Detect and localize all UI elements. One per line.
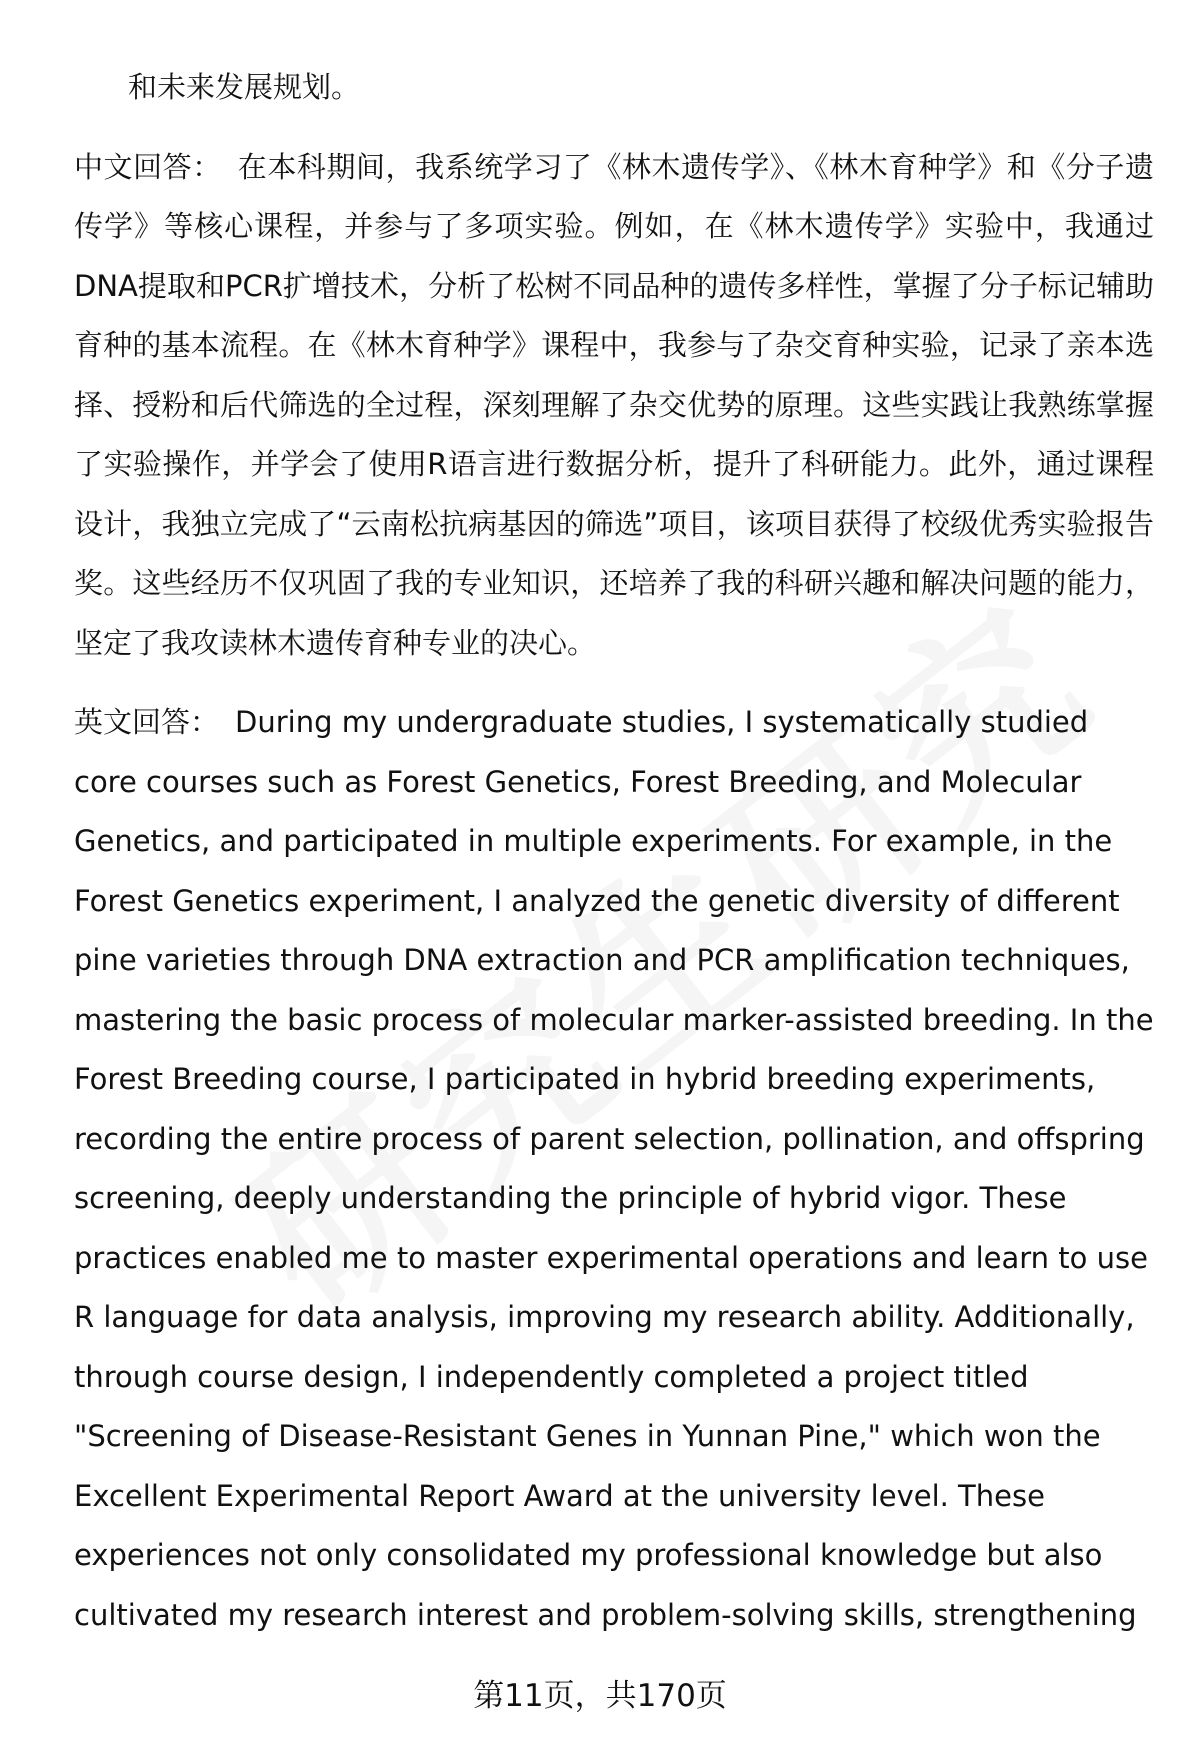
- chinese-answer-paragraph: [74, 138, 1154, 674]
- document-body: [74, 58, 1154, 1645]
- continuation-text: 和未来发展规划。: [128, 70, 361, 104]
- chinese-answer-label: 中文回答：: [74, 149, 222, 184]
- chinese-answer-text: 在本科期间，我系统学习了《林木遗传学》、《林木育种学》和《分子遗传学》等核心课程，并参与了多项实验。例如，在《林木遗传学》实验中，我通过DNA提取和PCR扩增技术，分析了松树不同品种的遗传多样性，掌握了分子标记辅助育种的基本流程。在《林木育种学》课程中，我参与了杂交育种实验，记录了亲本选择、授粉和后代筛选的全过程，深刻理解了杂交优势的原理。这些实践让我熟练掌握了实验操作，并学会了使用R语言进行数据分析，提升了科研能力。此外，通过课程设计，我独立完成了“云南松抗病基因的筛选”项目，该项目获得了校级优秀实验报告奖。这些经历不仅巩固了我的专业知识，还培养了我的科研兴趣和解决问题的能力，坚定了我攻读林木遗传育种专业的决心。: [74, 149, 1154, 660]
- page-number-footer: 第11页，共170页: [473, 1678, 727, 1714]
- english-answer-label: 英文回答：: [74, 705, 220, 739]
- english-answer-text: During my undergraduate studies, I systematically studied core courses such as Forest Genetics, Forest Breeding, and Molecular Genetics, and participated in multiple experiments. For example, in the Forest Genetics experiment, I analyzed the genetic diversity of different pine varieties through DNA extraction and PCR amplification techniques, mastering the basic process of molecular marker-assisted breeding. In the Forest Breeding course, I participated in hybrid breeding experiments, recording the entire process of parent selection, pollination, and offspring screening, deeply understanding the principle of hybrid vigor. These practices enabled me to master experimental operations and learn to use R language for data analysis, improving my research ability. Additionally, through course design, I independently completed a project titled "Screening of Disease-Resistant Genes in Yunnan Pine," which won the Excellent Experimental Report Award at the university level. These experiences not only consolidated my professional knowledge but also cultivated my research interest and problem-solving skills, strengthening: [74, 705, 1154, 1632]
- english-answer-paragraph: [74, 693, 1154, 1645]
